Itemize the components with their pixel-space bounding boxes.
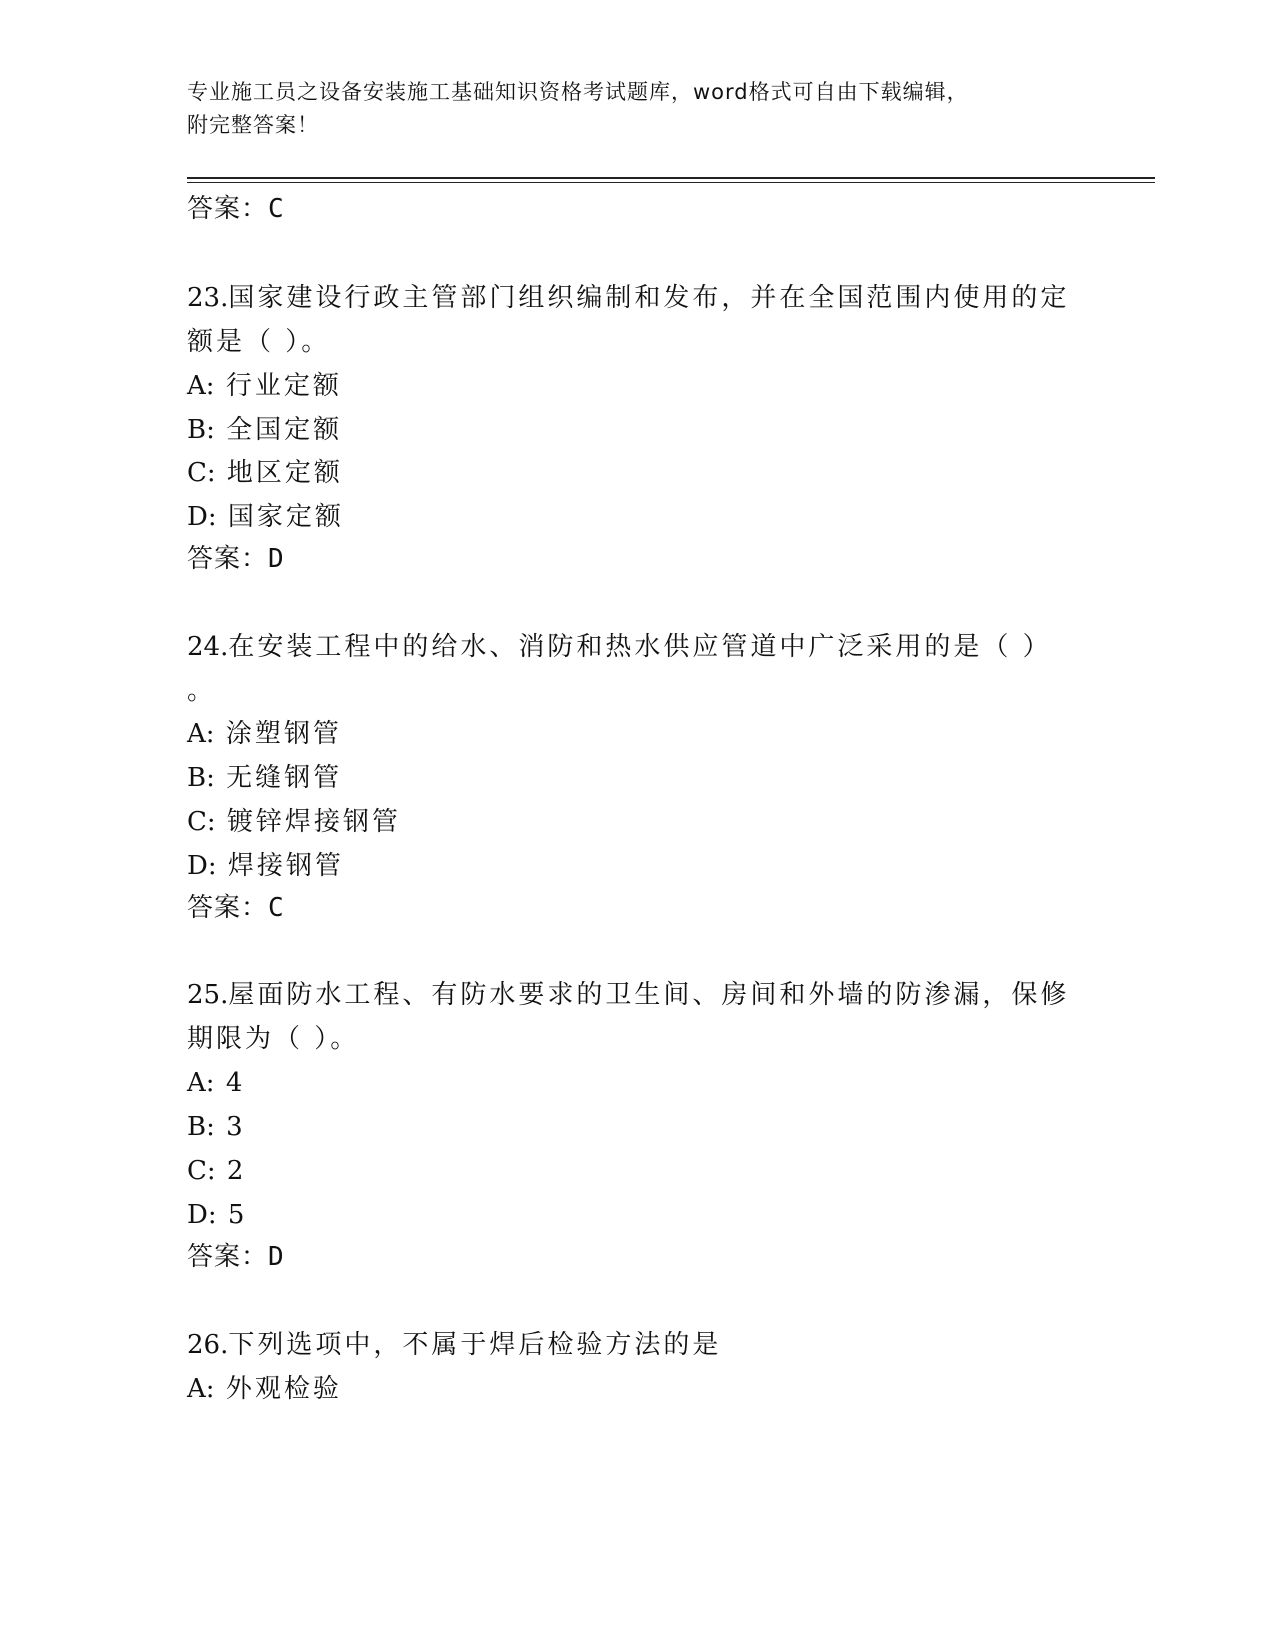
question-number: 25. <box>187 980 229 1010</box>
question-24-stem <box>187 630 1052 664</box>
option-text: 地区定额 <box>226 458 343 488</box>
option-text: 涂塑钢管 <box>225 719 342 749</box>
option-letter: C: <box>187 1156 216 1186</box>
question-25-stem <box>187 978 1069 1012</box>
question-25-option-d <box>187 1198 244 1232</box>
option-letter: D: <box>187 851 217 881</box>
answer-value: D <box>268 1242 285 1272</box>
question-24-option-d <box>187 849 344 883</box>
option-letter: A: <box>187 1068 215 1098</box>
question-26-stem <box>187 1328 721 1362</box>
document-header <box>187 76 1087 142</box>
question-number: 24. <box>187 632 229 662</box>
question-23-stem <box>187 281 1069 315</box>
option-letter: D: <box>187 502 217 532</box>
option-text: 3 <box>226 1112 243 1142</box>
question-23-option-b <box>187 413 342 447</box>
question-25-answer <box>187 1240 285 1274</box>
question-26-option-a <box>187 1372 342 1406</box>
option-text: 国家定额 <box>227 502 344 532</box>
option-letter: B: <box>187 763 215 793</box>
question-23-option-d <box>187 500 344 534</box>
option-text: 无缝钢管 <box>226 763 343 793</box>
answer-value: C <box>268 194 285 224</box>
option-letter: D: <box>187 1200 217 1230</box>
question-24-answer <box>187 891 285 925</box>
option-text: 焊接钢管 <box>227 851 344 881</box>
option-text: 5 <box>227 1200 245 1230</box>
header-line-1: 专业施工员之设备安装施工基础知识资格考试题库，word格式可自由下载编辑， <box>187 80 969 104</box>
question-stem-line: 屋面防水工程、有防水要求的卫生间、房间和外墙的防渗漏，保修 <box>228 980 1070 1010</box>
option-letter: B: <box>187 1112 215 1142</box>
question-number: 26. <box>187 1330 229 1360</box>
option-text: 行业定额 <box>225 371 342 401</box>
question-25-option-c <box>187 1154 243 1188</box>
question-23-option-a <box>187 369 342 403</box>
question-stem-line: 在安装工程中的给水、消防和热水供应管道中广泛采用的是（ ） <box>228 632 1052 662</box>
question-24-option-c <box>187 805 401 839</box>
answer-label: 答案： <box>187 893 269 923</box>
option-text: 镀锌焊接钢管 <box>226 807 401 837</box>
question-24-option-a <box>187 717 342 751</box>
question-stem-line: 国家建设行政主管部门组织编制和发布，并在全国范围内使用的定 <box>228 283 1070 313</box>
answer-line-prev <box>187 192 285 226</box>
header-divider-thin <box>187 182 1155 183</box>
question-stem-line: 下列选项中，不属于焊后检验方法的是 <box>228 1330 722 1360</box>
option-letter: A: <box>187 719 215 749</box>
option-letter: B: <box>187 415 215 445</box>
question-25-stem-cont: 期限为（ ）。 <box>187 1024 360 1054</box>
answer-value: C <box>268 893 285 923</box>
answer-label: 答案： <box>187 544 269 574</box>
question-25-option-a <box>187 1066 242 1100</box>
header-divider-thick <box>187 177 1155 179</box>
answer-label: 答案： <box>187 1242 269 1272</box>
option-text: 2 <box>226 1156 244 1186</box>
option-letter: C: <box>187 807 216 837</box>
option-text: 全国定额 <box>226 415 343 445</box>
option-text: 4 <box>225 1068 243 1098</box>
question-number: 23. <box>187 283 229 313</box>
question-23-answer <box>187 542 285 576</box>
question-24-stem-cont: 。 <box>187 676 217 706</box>
answer-value: D <box>268 544 285 574</box>
question-25-option-b <box>187 1110 243 1144</box>
answer-label: 答案： <box>187 194 269 224</box>
header-line-2: 附完整答案！ <box>187 113 319 137</box>
question-24-option-b <box>187 761 342 795</box>
question-23-stem-cont: 额是（ ）。 <box>187 327 331 357</box>
option-text: 外观检验 <box>225 1374 342 1404</box>
option-letter: C: <box>187 458 216 488</box>
option-letter: A: <box>187 371 215 401</box>
question-23-option-c <box>187 456 343 490</box>
option-letter: A: <box>187 1374 215 1404</box>
